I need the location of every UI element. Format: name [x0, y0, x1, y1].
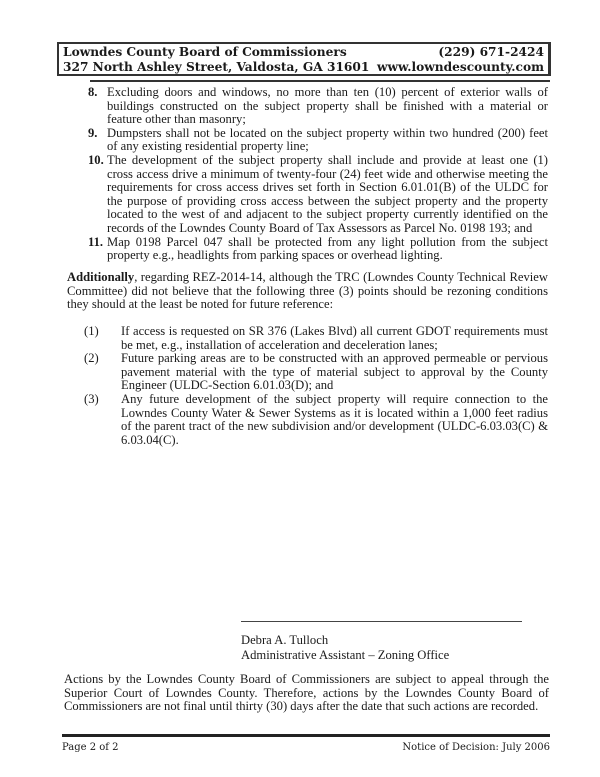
list-item: [84, 352, 548, 393]
item-number: 8.: [88, 85, 98, 99]
item-text: The development of the subject property shall include and provide at least one (1) cross access drive a minimum of twenty-four (24) feet wide and otherwise meeting the requirements for cross access drives set forth in Section 6.01.01(B) of the ULDC for the purpose of providing cross access between the subject property and the property located to the west of and adjacent to the subject property currently identified on the records of the Lowndes County Board of Tax Assessors as Parcel No. 0198 193; and: [107, 152, 548, 235]
additionally-text: , regarding REZ-2014-14, although the TRC (Lowndes County Technical Review Committee) did not believe that the following three (3) points should be rezoning conditions they should at the least be noted for future reference:: [67, 270, 548, 312]
point-text: Future parking areas are to be constructed with an approved permeable or pervious pavement material with the type of material subject to approval by the County Engineer (ULDC-Section 6.01.03(D); and: [121, 351, 548, 393]
item-text: Excluding doors and windows, no more than ten (10) percent of exterior walls of buildings constructed on the subject property shall be finished with a material or feature other than masonry;: [107, 85, 548, 127]
item-number: 9.: [88, 125, 98, 140]
list-item: [88, 236, 548, 263]
conditions-list: [88, 86, 548, 263]
list-item: [88, 154, 548, 236]
additionally-paragraph: [67, 271, 548, 312]
list-item: [84, 393, 548, 447]
signer-name: Debra A. Tulloch: [241, 633, 329, 647]
point-number: (1): [84, 324, 99, 338]
appeal-notice: Actions by the Lowndes County Board of Commissioners are subject to appeal through the Superior Court of Lowndes County. Therefore, actions by the Lowndes County Board of Commissioners are not final until thirty (30) days after the date that such actions are recorded.: [64, 672, 549, 714]
signature-block: [241, 633, 449, 662]
org-website: www.lowndescounty.com: [376, 60, 544, 74]
notice-date: Notice of Decision: July 2006: [402, 742, 550, 753]
header-rule: [90, 80, 550, 82]
item-text: Dumpsters shall not be located on the subject property within two hundred (200) feet of any existing residential property line;: [107, 125, 548, 154]
footer-rule: [62, 734, 550, 737]
org-address: 327 North Ashley Street, Valdosta, GA 31601: [63, 60, 370, 74]
page-number: Page 2 of 2: [62, 742, 119, 753]
org-name: Lowndes County Board of Commissioners: [63, 45, 347, 59]
footer: [62, 742, 550, 753]
additionally-lead: Additionally: [67, 270, 135, 284]
signer-title: Administrative Assistant – Zoning Office: [241, 647, 450, 662]
item-number: 10.: [88, 152, 104, 167]
list-item: [88, 86, 548, 127]
list-item: [88, 127, 548, 154]
org-phone: (229) 671-2424: [438, 45, 544, 59]
point-number: (3): [84, 391, 99, 406]
point-text: If access is requested on SR 376 (Lakes Blvd) all current GDOT requirements must be met, e.g., installation of acceleration and deceleration lanes;: [121, 324, 548, 352]
item-number: 11.: [88, 234, 104, 249]
letterhead: [57, 42, 551, 76]
signature-line: [241, 621, 522, 622]
point-number: (2): [84, 351, 99, 366]
item-text: Map 0198 Parcel 047 shall be protected from any light pollution from the subject property e.g., headlights from parking spaces or overhead lighting.: [107, 234, 548, 263]
point-text: Any future development of the subject property will require connection to the Lowndes County Water & Sewer Systems as it is located within a 1,000 feet radius of the parent tract of the new subdivision and/or development (ULDC-6.03.03(C) & 6.03.04(C).: [121, 391, 548, 447]
reference-points: [84, 325, 548, 447]
list-item: [84, 325, 548, 352]
